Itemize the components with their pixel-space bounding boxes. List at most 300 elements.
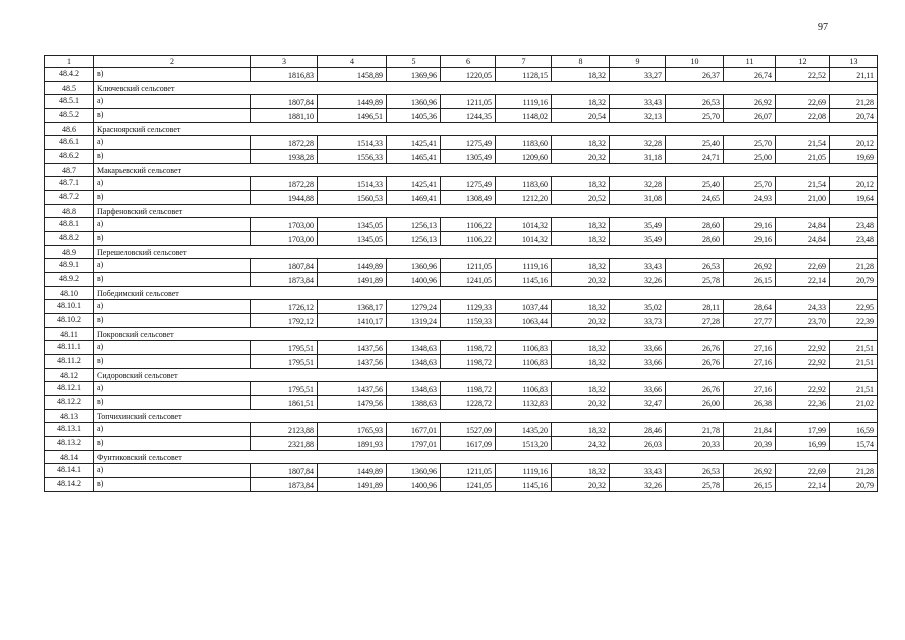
value-cell: 1491,89 <box>318 273 387 287</box>
column-header-5: 5 <box>387 56 441 68</box>
value-cell: 1514,33 <box>318 177 387 191</box>
group-name: Покровский сельсовет <box>94 328 878 341</box>
value-cell: 1726,12 <box>251 300 318 314</box>
value-cell: 20,52 <box>552 191 610 205</box>
value-cell: 27,16 <box>724 355 776 369</box>
value-cell: 1014,32 <box>496 232 552 246</box>
value-cell: 22,14 <box>776 273 830 287</box>
value-cell: 1425,41 <box>387 177 441 191</box>
value-cell: 26,76 <box>666 355 724 369</box>
row-code: 48.14.2 <box>45 478 94 492</box>
row-code: 48.10.2 <box>45 314 94 328</box>
group-row <box>45 123 878 136</box>
value-cell: 33,73 <box>610 314 666 328</box>
value-cell: 26,74 <box>724 68 776 82</box>
row-code: 48.5.2 <box>45 109 94 123</box>
value-cell: 1703,00 <box>251 232 318 246</box>
value-cell: 1348,63 <box>387 382 441 396</box>
value-cell: 26,92 <box>724 259 776 273</box>
value-cell: 26,92 <box>724 95 776 109</box>
value-cell: 1106,83 <box>496 355 552 369</box>
value-cell: 18,32 <box>552 300 610 314</box>
value-cell: 29,16 <box>724 218 776 232</box>
value-cell: 26,07 <box>724 109 776 123</box>
value-cell: 1513,20 <box>496 437 552 451</box>
value-cell: 1228,72 <box>441 396 496 410</box>
value-cell: 24,71 <box>666 150 724 164</box>
group-code: 48.7 <box>45 164 94 177</box>
row-label: а) <box>94 95 251 109</box>
value-cell: 28,64 <box>724 300 776 314</box>
value-cell: 17,99 <box>776 423 830 437</box>
value-cell: 27,16 <box>724 341 776 355</box>
value-cell: 21,51 <box>830 355 878 369</box>
value-cell: 21,51 <box>830 382 878 396</box>
column-header-6: 6 <box>441 56 496 68</box>
group-row <box>45 369 878 382</box>
value-cell: 22,08 <box>776 109 830 123</box>
table-row <box>45 423 878 437</box>
value-cell: 1145,16 <box>496 273 552 287</box>
value-cell: 1872,28 <box>251 177 318 191</box>
value-cell: 25,70 <box>666 109 724 123</box>
group-code: 48.6 <box>45 123 94 136</box>
value-cell: 1256,13 <box>387 232 441 246</box>
value-cell: 1345,05 <box>318 232 387 246</box>
value-cell: 1479,56 <box>318 396 387 410</box>
value-cell: 26,00 <box>666 396 724 410</box>
value-cell: 21,51 <box>830 341 878 355</box>
column-header-13: 13 <box>830 56 878 68</box>
value-cell: 1891,93 <box>318 437 387 451</box>
value-cell: 1106,83 <box>496 382 552 396</box>
row-label: в) <box>94 273 251 287</box>
table-row <box>45 478 878 492</box>
value-cell: 1308,49 <box>441 191 496 205</box>
value-cell: 1348,63 <box>387 341 441 355</box>
group-code: 48.14 <box>45 451 94 464</box>
value-cell: 1469,41 <box>387 191 441 205</box>
table-row <box>45 191 878 205</box>
value-cell: 26,92 <box>724 464 776 478</box>
value-cell: 1792,12 <box>251 314 318 328</box>
value-cell: 21,02 <box>830 396 878 410</box>
group-row <box>45 164 878 177</box>
row-code: 48.13.1 <box>45 423 94 437</box>
column-header-10: 10 <box>666 56 724 68</box>
value-cell: 25,70 <box>724 177 776 191</box>
value-cell: 21,28 <box>830 95 878 109</box>
value-cell: 1319,24 <box>387 314 441 328</box>
row-label: в) <box>94 314 251 328</box>
column-header-4: 4 <box>318 56 387 68</box>
row-code: 48.8.2 <box>45 232 94 246</box>
value-cell: 16,59 <box>830 423 878 437</box>
value-cell: 1872,28 <box>251 136 318 150</box>
value-cell: 1211,05 <box>441 95 496 109</box>
table-row <box>45 437 878 451</box>
value-cell: 22,92 <box>776 382 830 396</box>
value-cell: 1220,05 <box>441 68 496 82</box>
row-code: 48.8.1 <box>45 218 94 232</box>
table-row <box>45 177 878 191</box>
column-header-8: 8 <box>552 56 610 68</box>
value-cell: 1368,17 <box>318 300 387 314</box>
value-cell: 21,00 <box>776 191 830 205</box>
row-label: в) <box>94 109 251 123</box>
row-label: а) <box>94 341 251 355</box>
value-cell: 26,76 <box>666 341 724 355</box>
value-cell: 18,32 <box>552 68 610 82</box>
value-cell: 18,32 <box>552 218 610 232</box>
table-row <box>45 314 878 328</box>
value-cell: 1560,53 <box>318 191 387 205</box>
value-cell: 33,66 <box>610 355 666 369</box>
row-code: 48.12.1 <box>45 382 94 396</box>
value-cell: 32,26 <box>610 478 666 492</box>
value-cell: 24,84 <box>776 218 830 232</box>
value-cell: 1425,41 <box>387 136 441 150</box>
column-header-7: 7 <box>496 56 552 68</box>
value-cell: 1275,49 <box>441 177 496 191</box>
value-cell: 1816,83 <box>251 68 318 82</box>
value-cell: 26,76 <box>666 382 724 396</box>
row-code: 48.9.2 <box>45 273 94 287</box>
value-cell: 1256,13 <box>387 218 441 232</box>
column-header-12: 12 <box>776 56 830 68</box>
row-code: 48.13.2 <box>45 437 94 451</box>
value-cell: 18,32 <box>552 136 610 150</box>
row-code: 48.11.1 <box>45 341 94 355</box>
table-row <box>45 382 878 396</box>
value-cell: 27,16 <box>724 382 776 396</box>
group-name: Макарьевский сельсовет <box>94 164 878 177</box>
row-code: 48.5.1 <box>45 95 94 109</box>
value-cell: 1279,24 <box>387 300 441 314</box>
value-cell: 1305,49 <box>441 150 496 164</box>
table-row <box>45 95 878 109</box>
value-cell: 1491,89 <box>318 478 387 492</box>
value-cell: 1132,83 <box>496 396 552 410</box>
value-cell: 24,32 <box>552 437 610 451</box>
value-cell: 33,43 <box>610 464 666 478</box>
group-code: 48.9 <box>45 246 94 259</box>
value-cell: 1449,89 <box>318 259 387 273</box>
row-label: в) <box>94 150 251 164</box>
value-cell: 26,53 <box>666 464 724 478</box>
value-cell: 18,32 <box>552 177 610 191</box>
table-body <box>45 68 878 492</box>
group-name: Фунтиковский сельсовет <box>94 451 878 464</box>
value-cell: 1106,83 <box>496 341 552 355</box>
row-label: в) <box>94 478 251 492</box>
value-cell: 1159,33 <box>441 314 496 328</box>
table-row <box>45 273 878 287</box>
value-cell: 1241,05 <box>441 478 496 492</box>
value-cell: 1183,60 <box>496 136 552 150</box>
value-cell: 26,38 <box>724 396 776 410</box>
value-cell: 20,32 <box>552 478 610 492</box>
value-cell: 21,05 <box>776 150 830 164</box>
value-cell: 1198,72 <box>441 382 496 396</box>
value-cell: 20,33 <box>666 437 724 451</box>
value-cell: 24,33 <box>776 300 830 314</box>
value-cell: 1527,09 <box>441 423 496 437</box>
value-cell: 1677,01 <box>387 423 441 437</box>
value-cell: 20,32 <box>552 150 610 164</box>
row-code: 48.10.1 <box>45 300 94 314</box>
value-cell: 29,16 <box>724 232 776 246</box>
value-cell: 22,69 <box>776 464 830 478</box>
row-code: 48.9.1 <box>45 259 94 273</box>
value-cell: 24,93 <box>724 191 776 205</box>
row-label: а) <box>94 382 251 396</box>
value-cell: 22,92 <box>776 355 830 369</box>
column-header-3: 3 <box>251 56 318 68</box>
value-cell: 1119,16 <box>496 464 552 478</box>
value-cell: 1145,16 <box>496 478 552 492</box>
value-cell: 31,18 <box>610 150 666 164</box>
value-cell: 1405,36 <box>387 109 441 123</box>
value-cell: 27,77 <box>724 314 776 328</box>
value-cell: 28,11 <box>666 300 724 314</box>
value-cell: 28,60 <box>666 218 724 232</box>
row-label: в) <box>94 68 251 82</box>
row-code: 48.12.2 <box>45 396 94 410</box>
value-cell: 1360,96 <box>387 259 441 273</box>
column-header-1: 1 <box>45 56 94 68</box>
value-cell: 21,11 <box>830 68 878 82</box>
value-cell: 21,78 <box>666 423 724 437</box>
value-cell: 33,66 <box>610 341 666 355</box>
table-row <box>45 136 878 150</box>
row-code: 48.7.2 <box>45 191 94 205</box>
value-cell: 20,54 <box>552 109 610 123</box>
row-label: а) <box>94 464 251 478</box>
group-name: Победимский сельсовет <box>94 287 878 300</box>
row-label: а) <box>94 136 251 150</box>
value-cell: 1241,05 <box>441 273 496 287</box>
group-row <box>45 287 878 300</box>
value-cell: 1795,51 <box>251 355 318 369</box>
header-row <box>45 56 878 68</box>
value-cell: 1944,88 <box>251 191 318 205</box>
value-cell: 21,28 <box>830 259 878 273</box>
value-cell: 1106,22 <box>441 232 496 246</box>
value-cell: 28,60 <box>666 232 724 246</box>
value-cell: 1807,84 <box>251 95 318 109</box>
value-cell: 1437,56 <box>318 382 387 396</box>
column-header-2: 2 <box>94 56 251 68</box>
value-cell: 22,36 <box>776 396 830 410</box>
value-cell: 27,28 <box>666 314 724 328</box>
row-code: 48.4.2 <box>45 68 94 82</box>
value-cell: 1388,63 <box>387 396 441 410</box>
group-code: 48.8 <box>45 205 94 218</box>
group-row <box>45 82 878 95</box>
group-row <box>45 246 878 259</box>
group-row <box>45 451 878 464</box>
value-cell: 1465,41 <box>387 150 441 164</box>
table-row <box>45 150 878 164</box>
value-cell: 1129,33 <box>441 300 496 314</box>
row-code: 48.11.2 <box>45 355 94 369</box>
value-cell: 1345,05 <box>318 218 387 232</box>
value-cell: 1348,63 <box>387 355 441 369</box>
value-cell: 1128,15 <box>496 68 552 82</box>
value-cell: 16,99 <box>776 437 830 451</box>
value-cell: 22,52 <box>776 68 830 82</box>
group-row <box>45 328 878 341</box>
value-cell: 1807,84 <box>251 259 318 273</box>
value-cell: 1410,17 <box>318 314 387 328</box>
value-cell: 1449,89 <box>318 464 387 478</box>
value-cell: 1435,20 <box>496 423 552 437</box>
value-cell: 1765,93 <box>318 423 387 437</box>
value-cell: 35,49 <box>610 218 666 232</box>
table-row <box>45 300 878 314</box>
table-row <box>45 232 878 246</box>
value-cell: 20,74 <box>830 109 878 123</box>
value-cell: 24,65 <box>666 191 724 205</box>
value-cell: 33,43 <box>610 259 666 273</box>
value-cell: 22,14 <box>776 478 830 492</box>
column-header-9: 9 <box>610 56 666 68</box>
group-code: 48.10 <box>45 287 94 300</box>
row-label: в) <box>94 396 251 410</box>
row-label: а) <box>94 300 251 314</box>
value-cell: 2321,88 <box>251 437 318 451</box>
value-cell: 1449,89 <box>318 95 387 109</box>
row-code: 48.6.2 <box>45 150 94 164</box>
value-cell: 1400,96 <box>387 273 441 287</box>
row-code: 48.7.1 <box>45 177 94 191</box>
tariff-table <box>44 55 878 492</box>
value-cell: 35,02 <box>610 300 666 314</box>
value-cell: 32,47 <box>610 396 666 410</box>
value-cell: 18,32 <box>552 355 610 369</box>
value-cell: 25,00 <box>724 150 776 164</box>
value-cell: 1807,84 <box>251 464 318 478</box>
row-label: в) <box>94 355 251 369</box>
value-cell: 18,32 <box>552 382 610 396</box>
row-label: в) <box>94 437 251 451</box>
value-cell: 1873,84 <box>251 273 318 287</box>
group-name: Ключевский сельсовет <box>94 82 878 95</box>
value-cell: 32,26 <box>610 273 666 287</box>
value-cell: 18,32 <box>552 232 610 246</box>
row-label: в) <box>94 232 251 246</box>
row-code: 48.14.1 <box>45 464 94 478</box>
value-cell: 22,39 <box>830 314 878 328</box>
value-cell: 1881,10 <box>251 109 318 123</box>
group-name: Топчихинский сельсовет <box>94 410 878 423</box>
value-cell: 1198,72 <box>441 341 496 355</box>
value-cell: 18,32 <box>552 341 610 355</box>
value-cell: 26,15 <box>724 273 776 287</box>
value-cell: 28,46 <box>610 423 666 437</box>
value-cell: 1795,51 <box>251 382 318 396</box>
row-label: а) <box>94 259 251 273</box>
value-cell: 33,27 <box>610 68 666 82</box>
group-code: 48.13 <box>45 410 94 423</box>
value-cell: 1556,33 <box>318 150 387 164</box>
value-cell: 22,95 <box>830 300 878 314</box>
value-cell: 1938,28 <box>251 150 318 164</box>
group-code: 48.11 <box>45 328 94 341</box>
value-cell: 32,28 <box>610 177 666 191</box>
value-cell: 26,03 <box>610 437 666 451</box>
value-cell: 22,92 <box>776 341 830 355</box>
value-cell: 1437,56 <box>318 355 387 369</box>
value-cell: 1795,51 <box>251 341 318 355</box>
value-cell: 18,32 <box>552 464 610 478</box>
value-cell: 33,43 <box>610 95 666 109</box>
value-cell: 1861,51 <box>251 396 318 410</box>
value-cell: 1437,56 <box>318 341 387 355</box>
value-cell: 1514,33 <box>318 136 387 150</box>
value-cell: 20,39 <box>724 437 776 451</box>
value-cell: 18,32 <box>552 259 610 273</box>
value-cell: 15,74 <box>830 437 878 451</box>
value-cell: 1873,84 <box>251 478 318 492</box>
value-cell: 24,84 <box>776 232 830 246</box>
value-cell: 1211,05 <box>441 259 496 273</box>
page-number: 97 <box>818 22 828 33</box>
row-code: 48.6.1 <box>45 136 94 150</box>
value-cell: 23,48 <box>830 232 878 246</box>
value-cell: 1119,16 <box>496 259 552 273</box>
value-cell: 23,48 <box>830 218 878 232</box>
value-cell: 1063,44 <box>496 314 552 328</box>
value-cell: 1244,35 <box>441 109 496 123</box>
value-cell: 22,69 <box>776 259 830 273</box>
row-label: в) <box>94 191 251 205</box>
value-cell: 25,70 <box>724 136 776 150</box>
value-cell: 1037,44 <box>496 300 552 314</box>
value-cell: 1275,49 <box>441 136 496 150</box>
group-row <box>45 410 878 423</box>
table-row <box>45 68 878 82</box>
value-cell: 25,40 <box>666 136 724 150</box>
value-cell: 20,32 <box>552 396 610 410</box>
value-cell: 26,53 <box>666 259 724 273</box>
value-cell: 1458,89 <box>318 68 387 82</box>
value-cell: 20,12 <box>830 177 878 191</box>
value-cell: 23,70 <box>776 314 830 328</box>
value-cell: 26,37 <box>666 68 724 82</box>
value-cell: 1212,20 <box>496 191 552 205</box>
value-cell: 25,40 <box>666 177 724 191</box>
value-cell: 22,69 <box>776 95 830 109</box>
value-cell: 1209,60 <box>496 150 552 164</box>
group-name: Парфеновский сельсовет <box>94 205 878 218</box>
value-cell: 25,78 <box>666 273 724 287</box>
table-row <box>45 259 878 273</box>
value-cell: 1119,16 <box>496 95 552 109</box>
value-cell: 2123,88 <box>251 423 318 437</box>
group-name: Сидоровский сельсовет <box>94 369 878 382</box>
value-cell: 18,32 <box>552 95 610 109</box>
value-cell: 33,66 <box>610 382 666 396</box>
value-cell: 21,54 <box>776 136 830 150</box>
value-cell: 1106,22 <box>441 218 496 232</box>
value-cell: 25,78 <box>666 478 724 492</box>
group-code: 48.12 <box>45 369 94 382</box>
value-cell: 26,15 <box>724 478 776 492</box>
value-cell: 20,79 <box>830 273 878 287</box>
value-cell: 1369,96 <box>387 68 441 82</box>
